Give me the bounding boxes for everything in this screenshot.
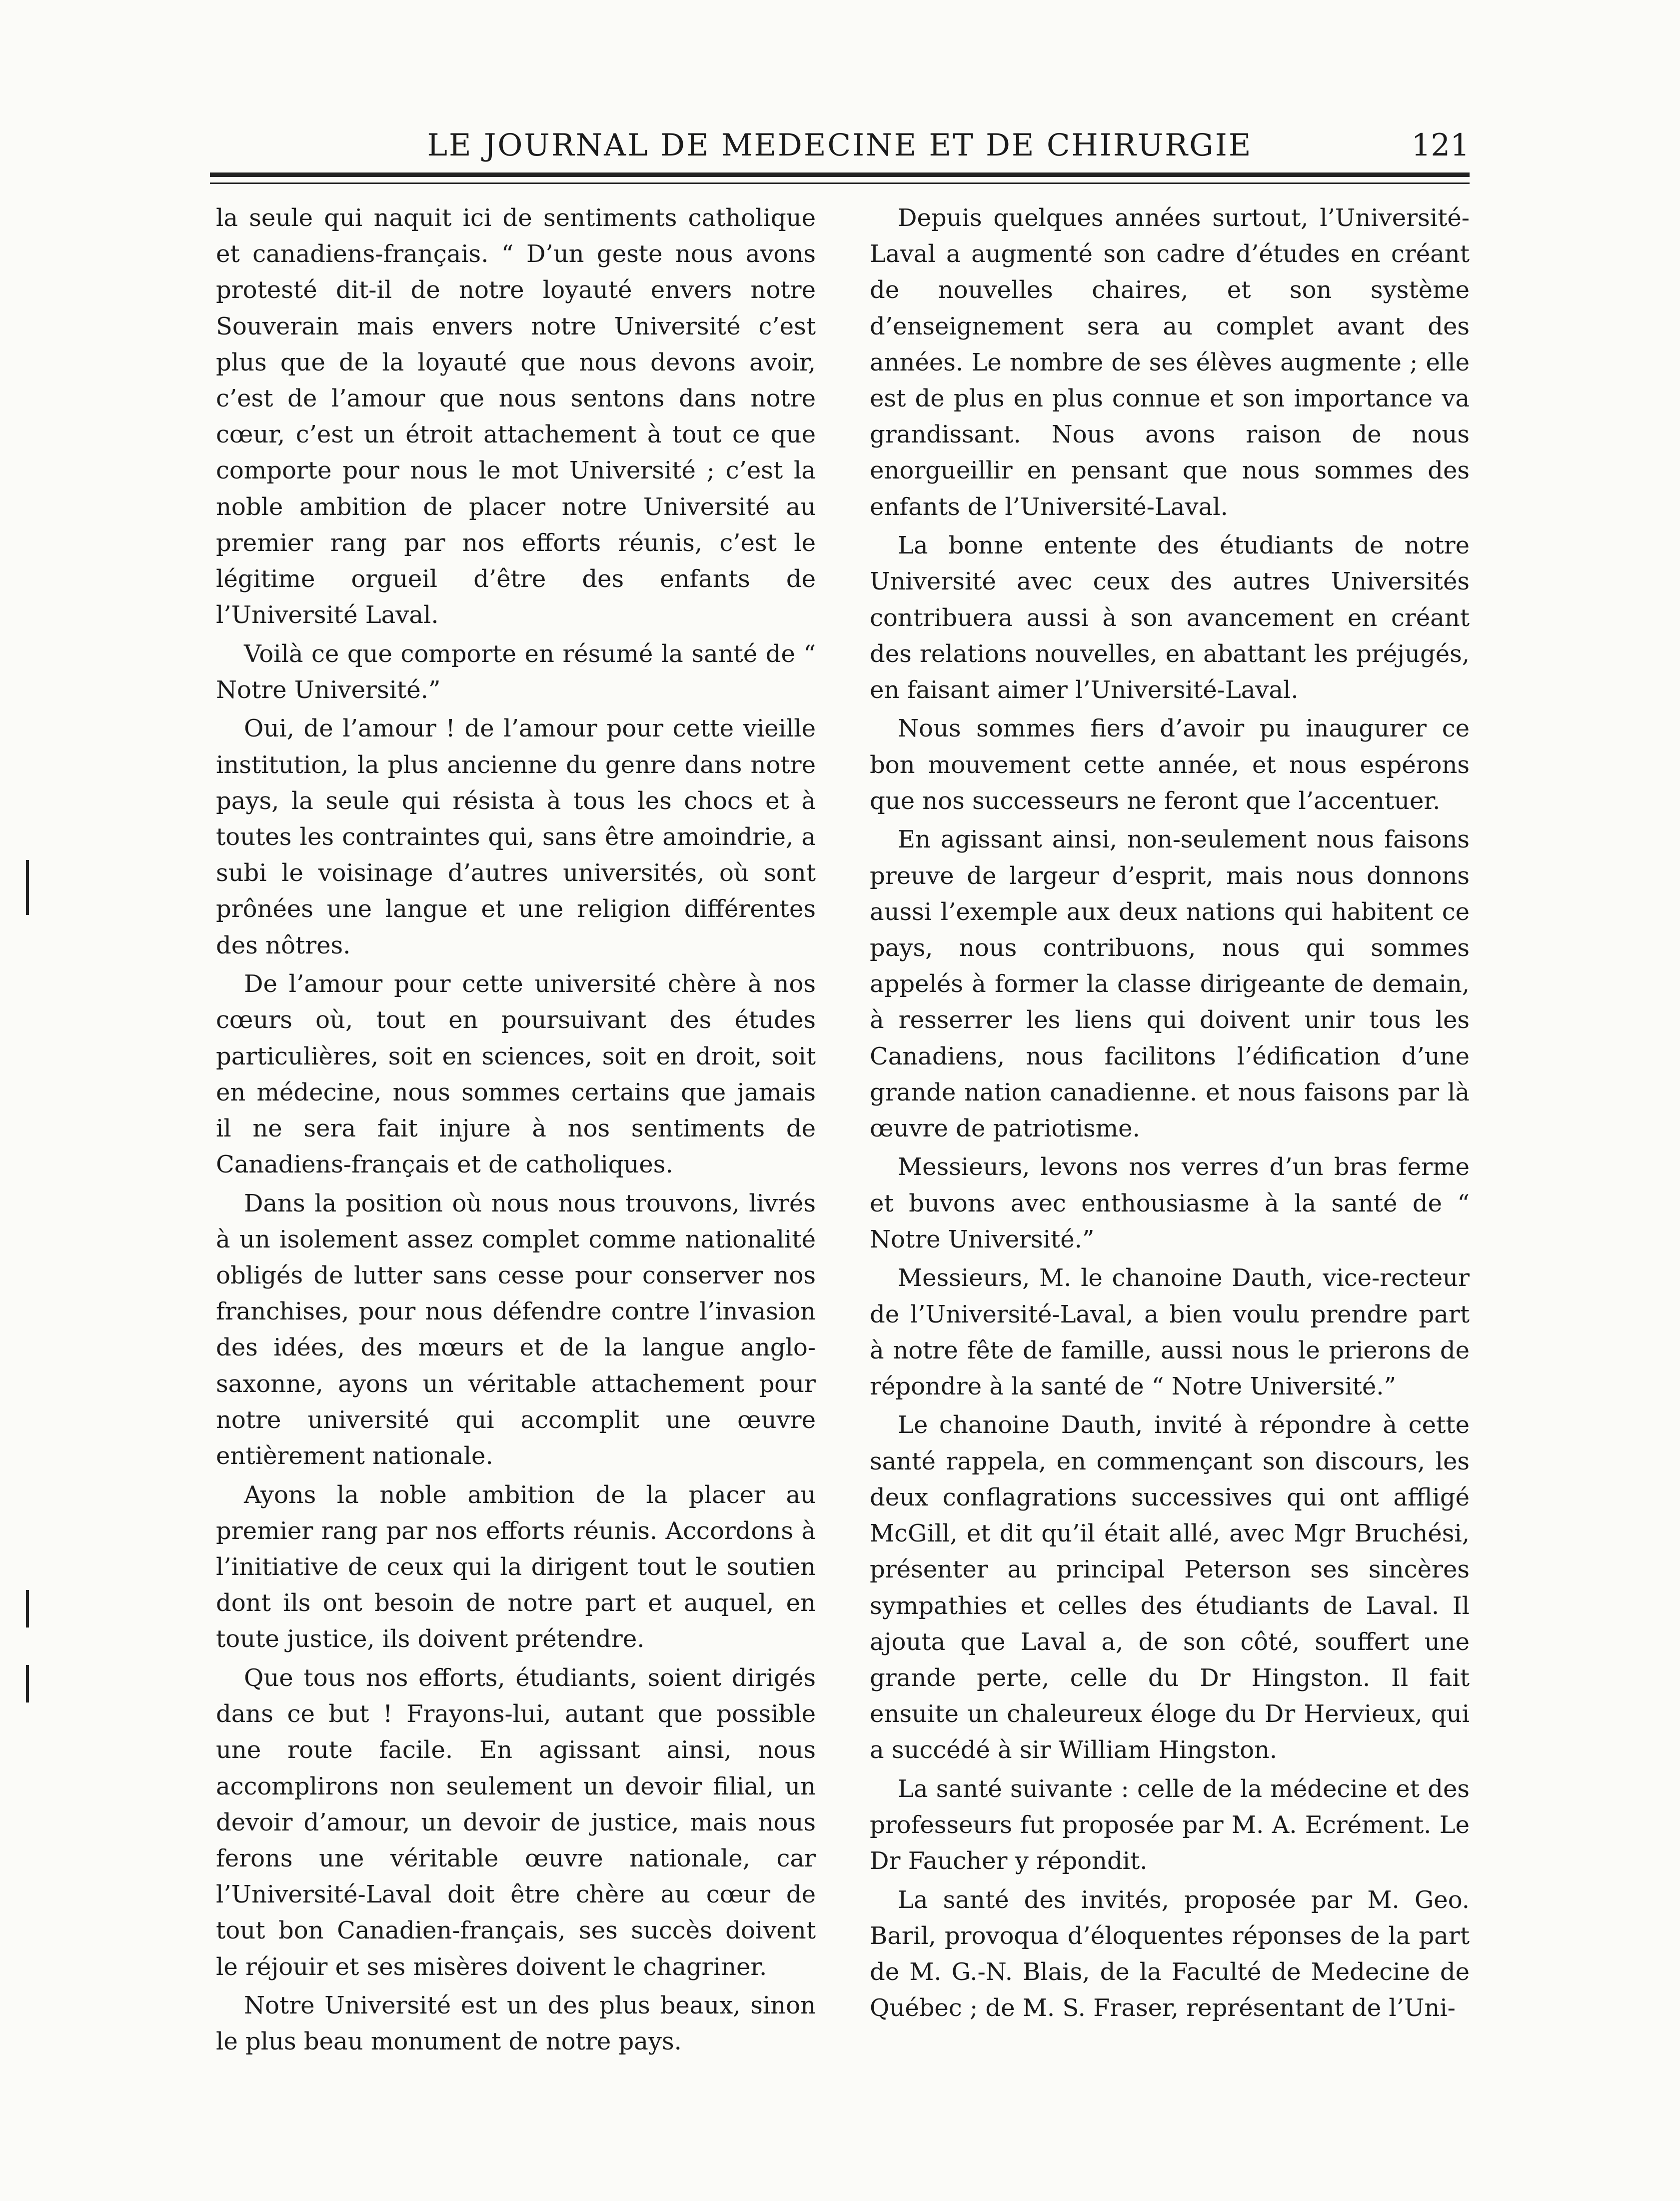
- right-paragraph-3: Nous sommes fiers d’avoir pu inaugurer ce bon mouvement cette année, et nous espérons que nos successeurs ne feront que l’accentuer.: [870, 714, 1470, 815]
- right-paragraph-6: Messieurs, M. le chanoine Dauth, vice-recteur de l’Université-Laval, a bien voulu prendre part à notre fête de famille, aussi nous le prierons de répondre à la santé de “ Notre Université.”: [870, 1264, 1470, 1400]
- header-rule-thick: [210, 172, 1470, 177]
- page-number: 121: [1411, 128, 1470, 163]
- left-paragraph-6: Ayons la noble ambition de la placer au premier rang par nos efforts réunis. Accordons à l’initiative de ceux qui la dirigent tout le soutien dont ils ont besoin de notre part et auquel, en toute justice, ils doivent prétendre.: [216, 1480, 816, 1654]
- left-column: [216, 200, 816, 2060]
- right-paragraph-9: La santé des invités, proposée par M. Geo. Baril, provoqua d’éloquentes réponses de la part de M. G.-N. Blais, de la Faculté de Medecine de Québec ; de M. S. Fraser, représentant de l’Uni-: [870, 1886, 1470, 2022]
- right-column: [870, 200, 1470, 2026]
- right-paragraph-4: En agissant ainsi, non-seulement nous faisons preuve de largeur d’esprit, mais nous donnons aussi l’exemple aux deux nations qui habitent ce pays, nous contribuons, nous qui sommes appelés à former la classe dirigeante de demain, à resserrer les liens qui doivent unir tous les Canadiens, nous facilitons l’édification d’une grande nation canadienne. et nous faisons par là œuvre de patriotisme.: [870, 826, 1470, 1142]
- left-paragraph-5: Dans la position où nous nous trouvons, livrés à un isolement assez complet comme nationalité obligés de lutter sans cesse pour conserver nos franchises, pour nous défendre contre l’invasion des idées, des mœurs et de la langue anglo-saxonne, ayons un véritable attachement pour notre université qui accomplit une œuvre entièrement nationale.: [216, 1189, 816, 1470]
- header-rule-thin: [210, 182, 1470, 184]
- left-paragraph-8: Notre Université est un des plus beaux, sinon le plus beau monument de notre pays.: [216, 1992, 816, 2056]
- left-paragraph-3: Oui, de l’amour ! de l’amour pour cette vieille institution, la plus ancienne du genre dans notre pays, la seule qui résista à tous les chocs et à toutes les contraintes qui, sans être amoindrie, a subi le voisinage d’autres universités, où sont prônées une langue et une religion différentes des nôtres.: [216, 714, 816, 960]
- margin-binding-mark: [26, 860, 29, 915]
- right-paragraph-8: La santé suivante : celle de la médecine et des professeurs fut proposée par M. A. Ecrément. Le Dr Faucher y répondit.: [870, 1774, 1470, 1876]
- margin-binding-mark: [26, 1665, 29, 1702]
- right-paragraph-7: Le chanoine Dauth, invité à répondre à cette santé rappela, en commençant son discours, les deux conflagrations successives qui ont affligé McGill, et dit qu’il était allé, avec Mgr Bruchési, présenter au principal Peterson ses sincères sympathies et celles des étudiants de Laval. Il ajouta que Laval a, de son côté, souffert une grande perte, celle du Dr Hingston. Il fait ensuite un chaleureux éloge du Dr Hervieux, qui a succédé à sir William Hingston.: [870, 1411, 1470, 1764]
- right-paragraph-2: La bonne entente des étudiants de notre Université avec ceux des autres Universités contribuera aussi à son avancement en créant des relations nouvelles, en abattant les préjugés, en faisant aimer l’Université-Laval.: [870, 532, 1470, 704]
- running-header: [210, 128, 1470, 168]
- left-paragraph-4: De l’amour pour cette université chère à nos cœurs où, tout en poursuivant des études particulières, soit en sciences, soit en droit, soit en médecine, nous sommes certains que jamais il ne sera fait injure à nos sentiments de Canadiens-français et de catholiques.: [216, 970, 816, 1179]
- right-paragraph-1: Depuis quelques années surtout, l’Université-Laval a augmenté son cadre d’études en créant de nouvelles chaires, et son système d’enseignement sera au complet avant des années. Le nombre de ses élèves augmente ; elle est de plus en plus connue et son importance va grandissant. Nous avons raison de nous enorgueillir en pensant que nous sommes des enfants de l’Université-Laval.: [870, 204, 1470, 521]
- running-title: LE JOURNAL DE MEDECINE ET DE CHIRURGIE: [427, 128, 1253, 163]
- left-paragraph-1: la seule qui naquit ici de sentiments catholique et canadiens-français. “ D’un geste nous avons protesté dit-il de notre loyauté envers notre Souverain mais envers notre Université c’est plus que de la loyauté que nous devons avoir, c’est de l’amour que nous sentons dans notre cœur, c’est un étroit attachement à tout ce que comporte pour nous le mot Université ; c’est la noble ambition de placer notre Université au premier rang par nos efforts réunis, c’est le légitime orgueil d’être des enfants de l’Université Laval.: [216, 204, 816, 630]
- left-paragraph-2: Voilà ce que comporte en résumé la santé de “ Notre Université.”: [216, 640, 816, 704]
- margin-binding-mark: [26, 1590, 29, 1628]
- right-paragraph-5: Messieurs, levons nos verres d’un bras ferme et buvons avec enthousiasme à la santé de “ Notre Université.”: [870, 1153, 1470, 1254]
- left-paragraph-7: Que tous nos efforts, étudiants, soient dirigés dans ce but ! Frayons-lui, autant que possible une route facile. En agissant ainsi, nous accomplirons non seulement un devoir filial, un devoir d’amour, un devoir de justice, mais nous ferons une véritable œuvre nationale, car l’Université-Laval doit être chère au cœur de tout bon Canadien-français, ses succès doivent le réjouir et ses misères doivent le chagriner.: [216, 1664, 816, 1981]
